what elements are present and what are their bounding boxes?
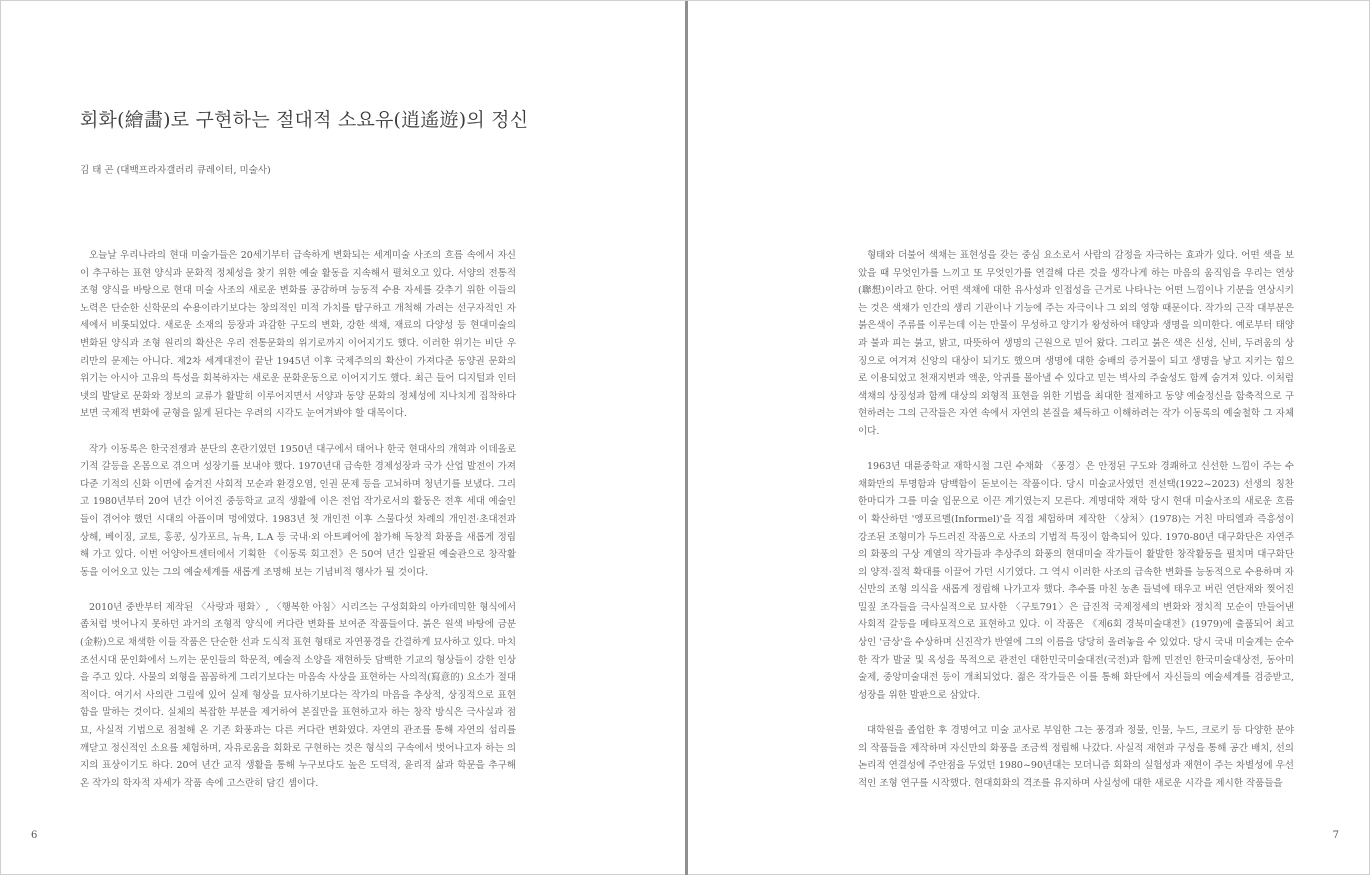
paragraph: 형태와 더불어 색채는 표현성을 갖는 중심 요소로서 사람의 감정을 자극하는 효과가 있다. 어떤 색을 보았을 때 무엇인가를 느끼고 또 무엇인가를 연결해 다른 것을 생각나게 하는 마음의 움직임을 우리는 연상(聯想)이라고 한다. 어떤 색채에 대한 유사성과 인접성을 근거로 나타나는 어떤 느낌이나 기분을 연상시키는 것은 색채가 인간의 생리 기관이나 기능에 주는 자극이나 그 외의 영향 때문이다. 작가의 근작 대부분은 붉은색이 주류를 이루는데 이는 만물이 무성하고 양기가 왕성하여 태양과 생명을 의미한다. 예로부터 태양과 불과 피는 붉고, 밝고, 따뜻하여 생명의 근원으로 믿어 왔다. 그리고 붉은 색은 신성, 신비, 두려움의 상징으로 여겨져 신앙의 대상이 되기도 했으며 생명에 대한 숭배의 증거물이 되고 생명을 낳고 지키는 힘으로 이용되었고 천재지변과 액운, 악귀를 몰아낼 수 있다고 믿는 벽사의 주술성도 함께 숨겨져 있다. 이처럼 색채의 상징성과 함께 대상의 외형적 표현을 위한 기법을 최대한 절제하고 동양 예술정신을 함축적으로 구현하려는 그의 근작들은 자연 속에서 자연의 본질을 체득하고 이해하려는 작가 이동록의 예술철학 그 자체이다. <box>858 250 1294 437</box>
author-line: 김 태 곤 (대백프라자갤러리 큐레이터, 미술사) <box>80 165 271 176</box>
page-number-left: 6 <box>31 830 38 841</box>
right-body-text <box>858 247 1294 810</box>
paragraph: 작가 이동록은 한국전쟁과 분단의 혼란기였던 1950년 대구에서 태어나 한국 현대사의 개혁과 이데올로기적 갈등을 온몸으로 겪으며 성장기를 보내야 했다. 1970년대 급속한 경제성장과 국가 산업 발전이 가져다준 기적의 신화 이면에 숨겨진 사회적 모순과 환경오염, 인권 문제 등을 고뇌하며 청년기를 보냈다. 그리고 1980년부터 20여 년간 이어진 중등학교 교직 생활에 이은 전업 작가로서의 활동은 전후 세대 예술인들이 겪어야 했던 시대의 아픔이며 멍에였다. 1983년 첫 개인전 이후 스물다섯 차례의 개인전·초대전과 상해, 베이징, 교토, 홍콩, 싱가포르, 뉴욕, L.A 등 국내·외 아트페어에 참가해 독창적 화풍을 새롭게 정립해 가고 있다. 이번 어양아트센터에서 기획한 《이동록 회고전》은 50여 년간 일괄된 예술관으로 창작활동을 이어오고 있는 그의 예술세계를 새롭게 조명해 보는 기념비적 행사가 될 것이다. <box>80 443 516 578</box>
article-title: 회화(繪畵)로 구현하는 절대적 소요유(逍遙遊)의 정신 <box>80 109 529 131</box>
paragraph: 오늘날 우리나라의 현대 미술가들은 20세기부터 급속하게 변화되는 세계미술 사조의 흐름 속에서 자신이 추구하는 표현 양식과 문화적 정체성을 찾기 위한 예술 활동을 지속해서 펼쳐오고 있다. 서양의 전통적 조형 양식을 바탕으로 현대 미술 사조의 새로운 변화를 공감하며 능동적 수용 자세를 갖추기 위한 이들의 노력은 단순한 신학문의 수용이라기보다는 창의적인 미적 가치를 탐구하고 개척해 가려는 선구자적인 자세에서 비롯되었다. 새로운 소재의 등장과 과감한 구도의 변화, 강한 색채, 재료의 다양성 등 현대미술의 변화된 양식과 조형 원리의 확산은 우리 전통문화의 위기로까지 이어지기도 했다. 이러한 위기는 비단 우리만의 문제는 아니다. 제2차 세계대전이 끝난 1945년 이후 국제주의의 확산이 가져다준 동양권 문화의 위기는 아시아 고유의 특성을 회복하자는 새로운 문화운동으로 이어지기도 했다. 최근 들어 디지털과 인터넷의 발달로 문화와 정보의 교류가 활발히 이루어지면서 서양과 동양 문화의 정체성에 지나치게 집착하다 보면 국제적 변화에 균형을 잃게 된다는 우려의 시각도 눈여겨봐야 할 대목이다. <box>80 250 516 420</box>
paragraph: 대학원을 졸업한 후 경명여고 미술 교사로 부임한 그는 풍경과 정물, 인물, 누드, 크로키 등 다양한 분야의 작품들을 제작하며 자신만의 화풍을 조금씩 정립해 나갔다. 사실적 재현과 구성을 통해 공간 배치, 선의 논리적 연결성에 주안점을 두었던 1980~90년대는 모더니즘 회화의 실험성과 재현이 주는 차별성에 우선적인 조형 연구를 시작했다. 현대회화의 격조를 유지하며 사실성에 대한 새로운 시각을 제시한 작품들을 <box>858 725 1294 789</box>
right-page <box>688 1 1370 875</box>
left-page <box>1 1 685 875</box>
page-number-right: 7 <box>1332 830 1339 841</box>
paragraph: 2010년 중반부터 제작된 〈사랑과 평화〉, 〈행복한 아침〉시리즈는 구성회화의 아카데믹한 형식에서 좀처럼 벗어나지 못하던 과거의 조형적 양식에 커다란 변화를 보여준 작품들이다. 붉은 원색 바탕에 금분(金粉)으로 채색한 이들 작품은 단순한 선과 도식적 표현 형태로 자연풍경을 간결하게 묘사하고 있다. 마치 조선시대 문인화에서 느끼는 문인들의 학문적, 예술적 소양을 재현하듯 담백한 기교의 형상들이 강한 인상을 주고 있다. 사물의 외형을 꼼꼼하게 그리기보다는 마음속 사상을 표현하는 사의적(寫意的) 요소가 절대적이다. 여기서 사의란 그림에 있어 실제 형상을 묘사하기보다는 작가의 마음을 추상적, 상징적으로 표현함을 말하는 것이다. 실체의 복잡한 부분을 제거하여 본질만을 표현하고자 하는 창작 방식은 극사실과 점묘, 사실적 기법으로 점철해 온 기존 화풍과는 다른 커다란 변화였다. 자연의 관조를 통해 자연의 섭리를 깨닫고 정신적인 소요를 체험하며, 자유로움을 회화로 구현하는 것은 형식의 구속에서 벗어나고자 하는 의지의 표상이기도 하다. 20여 년간 교직 생활을 통해 누구보다도 높은 도덕적, 윤리적 삶과 학문을 추구해 온 작가의 학자적 자세가 작품 속에 고스란히 담긴 셈이다. <box>80 601 516 789</box>
paragraph: 1963년 대륜중학교 재학시절 그린 수채화 〈풍경〉은 안정된 구도와 경쾌하고 신선한 느낌이 주는 수채화만의 투명함과 담백함이 돋보이는 작품이다. 당시 미술교사였던 전선택(1922~2023) 선생의 칭찬 한마디가 그를 미술 입문으로 이끈 계기였는지 모른다. 계명대학 재학 당시 현대 미술사조의 새로운 흐름이 확산하던 '앵포르멜(Informel)'을 직접 체험하며 제작한 〈상처〉(1978)는 거친 마티엘과 즉흥성이 강조된 조형미가 두드러진 작품으로 사조의 기법적 특징이 함축되어 있다. 1970-80년 대구화단은 자연주의 화풍의 구상 계열의 작가들과 추상주의 화풍의 현대미술 작가들이 활발한 창작활동을 펼치며 대구화단의 양적·질적 확대를 이끌어 가던 시기였다. 그 역시 이러한 사조의 급속한 변화를 능동적으로 수용하며 자신만의 조형 의식을 새롭게 정립해 나가고자 했다. 추수를 마친 농촌 들녘에 태우고 버린 연탄재와 찢어진 밀짚 조각들을 극사실적으로 묘사한 〈구토791〉은 급진적 국제정세의 변화와 정치적 모순이 만들어낸 사회적 갈등을 메타포적으로 표현하고 있다. 이 작품은 《제6회 경북미술대전》(1979)에 출품되어 최고상인 '금상'을 수상하며 신진작가 반열에 그의 이름을 당당히 올려놓을 수 있었다. 당시 국내 미술계는 순수한 작가 발굴 및 육성을 목적으로 관전인 대한민국미술대전(국전)과 함께 민전인 한국미술대상전, 동아미술제, 중앙미술대전 등이 개최되었다. 젊은 작가들은 이를 통해 화단에서 자신들의 예술세계를 검증받고, 성장을 위한 발판으로 삼았다. <box>858 461 1294 701</box>
left-body-text <box>80 247 516 810</box>
